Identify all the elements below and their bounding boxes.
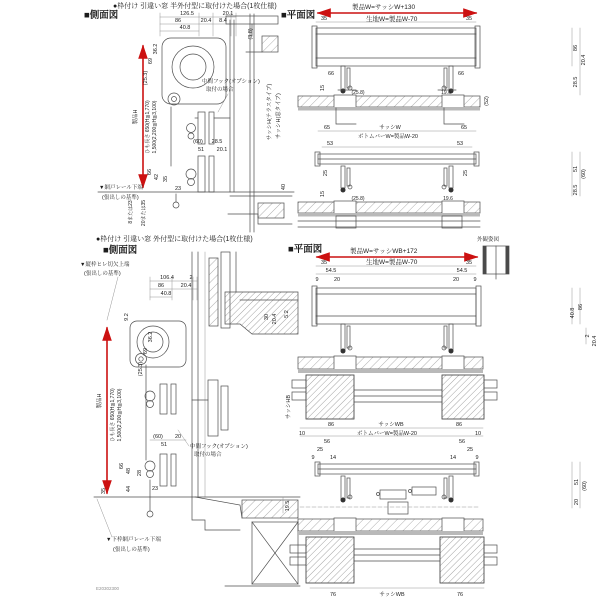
dim-label: (25.8) [351, 196, 365, 202]
dim-label: 2 [585, 334, 591, 338]
bl-cord-length-line1: ひも長さ 650(H≦1,770) [110, 388, 116, 442]
dim-label: 20.4 [180, 283, 192, 289]
dim-label: 20 [574, 498, 580, 506]
dim-label: 30 [264, 313, 270, 321]
dim-label: 86 [174, 18, 182, 24]
dim-label: 36.2 [153, 43, 159, 55]
dim-label: 9 [475, 455, 479, 461]
tl-product-h-label: 製品H [133, 109, 139, 125]
dim-label: 20または35 [141, 199, 147, 227]
dim-label: 53 [456, 141, 464, 147]
dim-label: (25.3) [143, 70, 149, 86]
dim-label: 51 [197, 147, 205, 153]
br-sash-wb-label: サッシWB [378, 422, 404, 428]
tl-sash-terrace-label: サッシH(テラスタイプ) [267, 83, 273, 141]
br-appearance-label: 外観姿図 [477, 237, 500, 243]
dim-label: 20.4 [200, 18, 212, 24]
dim-label: 65 [323, 125, 331, 131]
dim-label: 25 [316, 447, 324, 453]
br-plan-view-geometry [290, 246, 586, 588]
dim-label: 20.1 [222, 11, 234, 17]
bl-notch-note2: (張出しの基準) [84, 271, 121, 277]
dim-label: 86 [327, 422, 335, 428]
tl-sash-window-label: サッシH(窓タイプ) [276, 93, 282, 139]
dim-label: 20.4 [592, 335, 598, 347]
br-fabric-w-label: 生地W=製品W-70 [366, 259, 418, 266]
br-sash-wb-bottom-label: サッシWB [379, 592, 405, 598]
dim-label: 54.5 [456, 268, 468, 274]
dim-label: 66 [147, 168, 153, 176]
dim-label: 53 [326, 141, 334, 147]
dim-label: 20.1 [216, 147, 228, 153]
dim-label: 54.5 [325, 268, 337, 274]
dim-label: 9 [315, 277, 319, 283]
dim-label: 35 [320, 16, 328, 22]
dim-label: 40 [281, 183, 287, 191]
tl-bottom-hook [173, 156, 214, 208]
dim-label: 28.5 [573, 76, 579, 88]
dim-label: 25 [463, 169, 469, 177]
dim-label: 28 [137, 469, 143, 477]
dim-label: (25.8) [351, 90, 365, 96]
dim-label: (60) [581, 169, 587, 179]
tr-wall-band-lower [298, 201, 480, 228]
dim-label: (60) [582, 481, 588, 491]
br-view-label: ■平面図 [288, 244, 323, 255]
dim-label: 8または23 [128, 200, 134, 224]
bl-header: ●枠付け 引違い窓 外付型に取付けた場合(1枚仕様) [96, 236, 253, 243]
tl-wall-section [226, 14, 292, 232]
bl-notch-note1: ▼縦枠ヒレ切欠上端 [80, 262, 130, 268]
dim-label: 25 [466, 447, 474, 453]
dim-label: 23 [151, 486, 159, 492]
dim-label: 86 [578, 303, 584, 311]
br-product-w-label: 製品W=サッシWB+172 [350, 248, 418, 255]
bl-wall-section [192, 252, 300, 586]
dim-label: (3.8) [248, 28, 254, 40]
dim-label: 42 [154, 173, 160, 181]
dim-label: 20 [452, 277, 460, 283]
br-appearance-icon [483, 246, 509, 279]
br-bottom-bar-label: ボトムバーW=製品W-20 [357, 431, 417, 437]
bl-side-view-labels [80, 234, 292, 591]
dim-label: 48 [126, 467, 132, 475]
dim-label: 86 [455, 422, 463, 428]
dim-label: 69 [148, 57, 154, 65]
dim-label: 51 [574, 478, 580, 486]
bl-cord-anchor-icon [147, 511, 153, 517]
br-wall-band-upper [292, 356, 497, 419]
tr-bottom-bar [315, 152, 479, 166]
bl-product-h-label: 製品H [97, 393, 103, 409]
bl-side-view-geometry [94, 252, 300, 586]
tl-midhook-note2: 取付の場合 [206, 87, 234, 93]
dim-label: 8.4 [219, 18, 227, 24]
dim-label: 86 [573, 44, 579, 52]
dim-label: 56 [458, 439, 466, 445]
dim-label: 14 [329, 455, 337, 461]
dim-label: 106.4 [160, 275, 174, 281]
dim-label: 28.5 [573, 184, 579, 196]
dim-label: 35 [320, 260, 328, 266]
drawing-code: E20302300 [96, 586, 120, 591]
bl-view-label: ■側面図 [103, 245, 138, 256]
tl-cord-length-line1: ひも長さ 650(H≦1,770) [145, 100, 151, 154]
dim-label: 51 [573, 165, 579, 173]
dim-label: 15 [320, 190, 326, 198]
dim-label: 10 [474, 431, 482, 437]
dim-label: 65 [460, 125, 468, 131]
tr-fabric-w-label: 生地W=製品W-70 [366, 16, 418, 23]
br-housing-bar [312, 286, 481, 326]
tl-rail-note2: (張出しの基準) [102, 195, 139, 201]
dim-label: (60) [193, 139, 203, 145]
dim-label: 40.8 [570, 307, 576, 319]
br-wall-band-lower [290, 518, 497, 583]
tl-rail-note1: ▼網戸レール下端 [99, 185, 143, 191]
dim-label: 86 [157, 283, 165, 289]
bl-middle-hook [145, 384, 189, 446]
dim-label: 10 [298, 431, 306, 437]
dim-label: 2 [189, 275, 193, 281]
dim-label: 20 [333, 277, 341, 283]
dim-label: 51 [160, 442, 168, 448]
dim-label: 28.5 [211, 139, 223, 145]
tr-bottom-bar-label: ボトムバーW=製品W-20 [358, 134, 418, 140]
bl-cord-length-line2: 1,500(2,200≦H≦3,100) [117, 388, 123, 442]
tr-bracket-right-lower [442, 166, 454, 193]
dim-label: 40.8 [179, 25, 191, 31]
tr-sash-w-label: サッシW [379, 125, 401, 131]
dim-label: 20.4 [272, 313, 278, 325]
dim-label: 5.2 [284, 310, 290, 318]
dim-label: 76 [456, 592, 464, 598]
bl-rail-note1: ▼下枠網戸レール下端 [106, 537, 161, 543]
tr-product-w-label: 製品W=サッシW+130 [352, 4, 416, 11]
tr-housing-bar [312, 26, 480, 68]
dim-label: 126.5 [180, 11, 194, 17]
dim-label: 9 [473, 277, 477, 283]
dim-label: 23 [174, 186, 182, 192]
dim-label: (25.3) [138, 361, 144, 377]
tr-wall-band-upper [298, 95, 480, 124]
br-bracket-left-lower [341, 476, 353, 503]
tr-bracket-left-lower [341, 166, 353, 193]
dim-label: (52) [484, 96, 490, 106]
tl-header: ●枠付け 引違い窓 半外付型に取付けた場合(1枚仕様) [113, 3, 277, 10]
dim-label: 35 [465, 16, 473, 22]
dim-label: 35 [163, 175, 169, 183]
tl-view-label: ■側面図 [84, 10, 119, 21]
dim-label: 69 [143, 347, 149, 355]
bl-bottom-hook [145, 454, 176, 517]
dim-label: 19.5 [285, 500, 291, 512]
dim-label: 20.4 [581, 54, 587, 66]
dim-label: (60) [153, 434, 163, 440]
dim-label: 36.2 [148, 331, 154, 343]
br-bracket-left [341, 324, 353, 354]
tr-view-label: ■平面図 [281, 10, 316, 21]
dim-label: 76 [329, 592, 337, 598]
dim-label: 66 [119, 462, 125, 470]
dim-label: 20 [174, 434, 182, 440]
dim-label: 66 [457, 71, 465, 77]
dim-label: 56 [323, 439, 331, 445]
tl-cord-length-line2: 1,500(2,200≦H≦3,100) [152, 100, 158, 154]
dim-label: 14 [449, 455, 457, 461]
br-bracket-right [442, 324, 454, 354]
dim-label: 9.2 [124, 313, 130, 321]
tl-cord-anchor-icon [173, 202, 179, 208]
br-bracket-right-lower [442, 476, 454, 503]
bl-sash-hb-label: サッシHB [286, 394, 292, 420]
dim-label: 25 [323, 169, 329, 177]
br-bottom-bar [315, 462, 479, 476]
dim-label: 66 [327, 71, 335, 77]
dim-label: 40.8 [160, 291, 172, 297]
dim-label: 15 [320, 84, 326, 92]
dim-label: 44 [126, 485, 132, 493]
bl-midhook-note1: 中間フック(オプション) [190, 444, 248, 450]
dim-label: 9 [311, 455, 315, 461]
tl-midhook-note1: 中間フック(オプション) [202, 79, 260, 85]
tr-plan-view-geometry [298, 13, 580, 228]
bl-rail-note2: (張出しの基準) [113, 547, 150, 553]
dim-label: 35 [101, 487, 107, 495]
dim-label: 19.6 [441, 90, 451, 96]
dim-label: 19.6 [443, 196, 453, 202]
bl-midhook-note2: 取付の場合 [194, 452, 222, 458]
dim-label: 35 [465, 260, 473, 266]
